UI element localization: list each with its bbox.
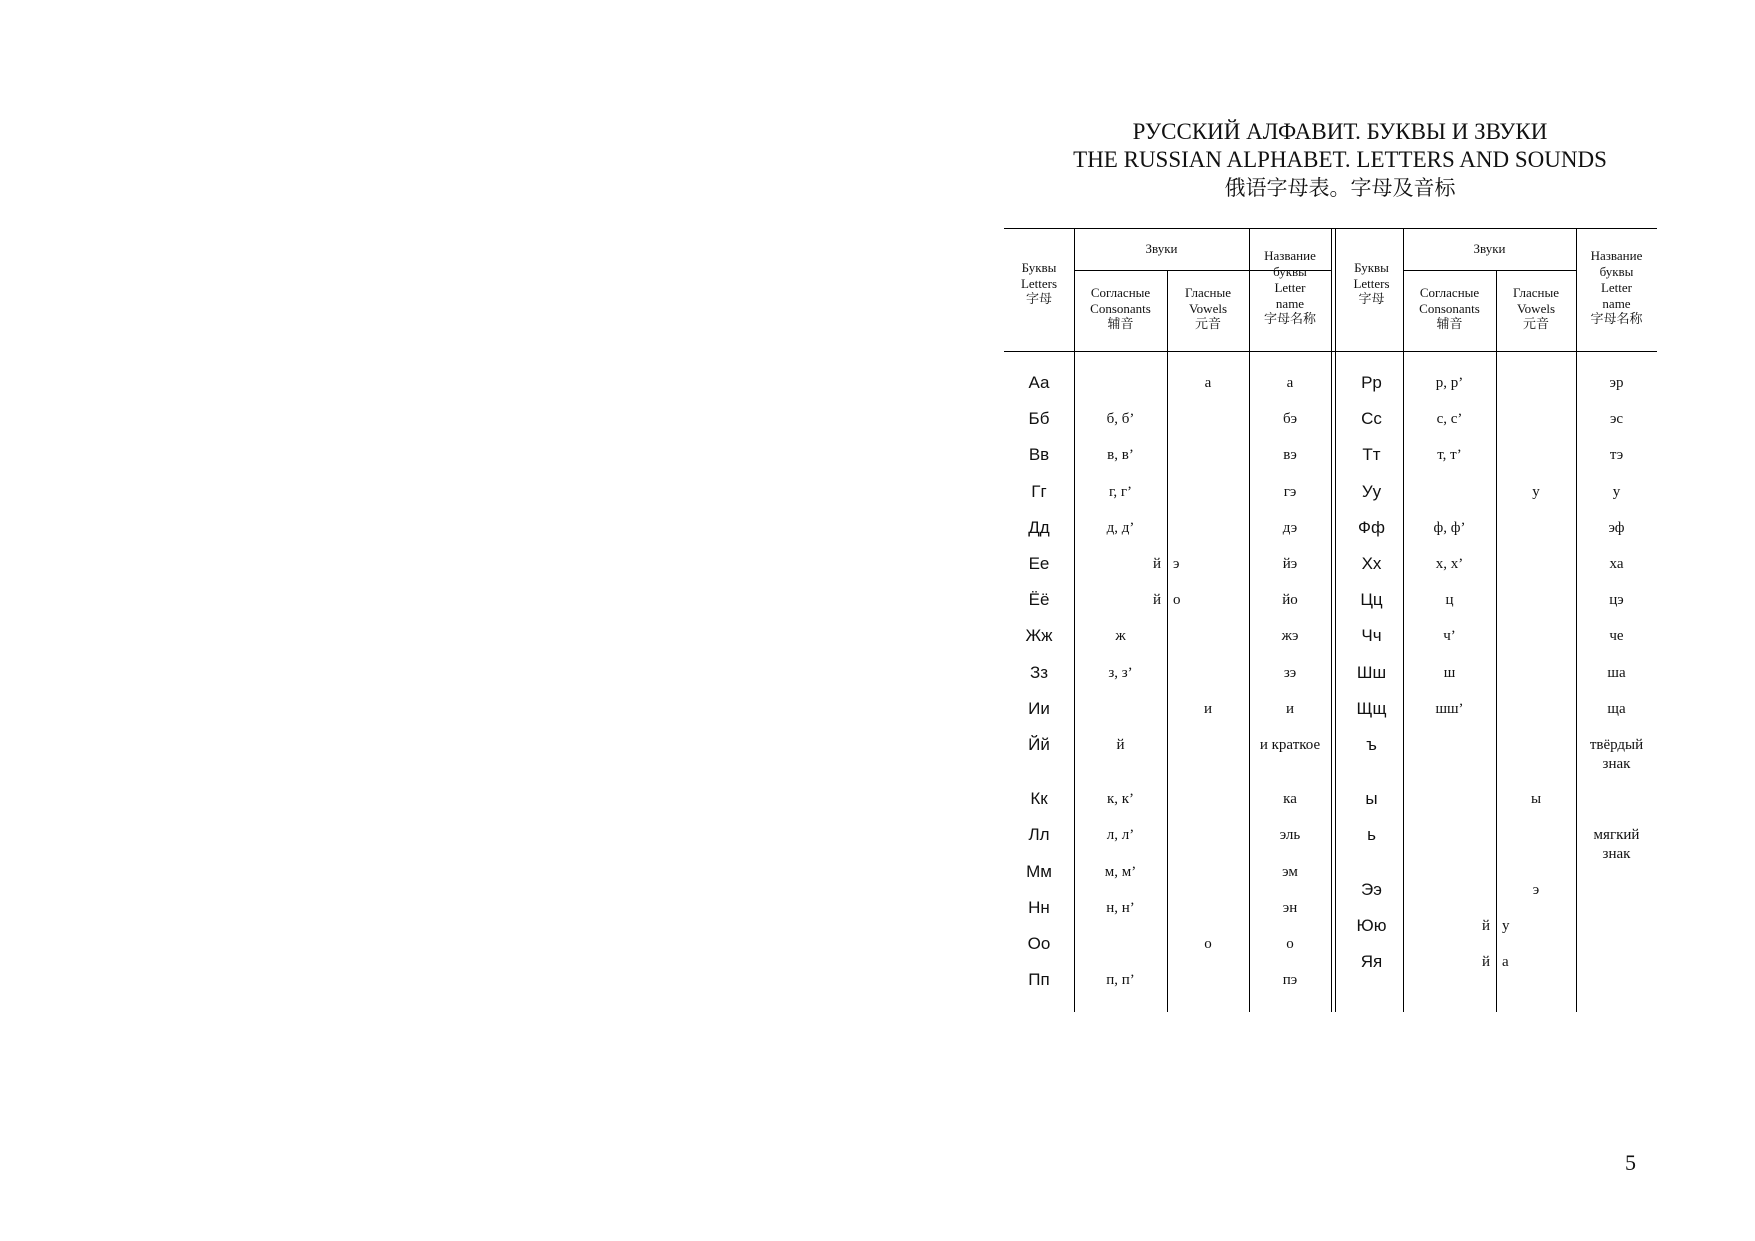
- header-consonants-right-line: Согласные: [1419, 285, 1480, 300]
- page-title: [1005, 118, 1675, 202]
- letter-name-cell: и краткое: [1259, 737, 1321, 753]
- header-vowels-right-line: Vowels: [1516, 301, 1556, 316]
- consonant-cell: ц: [1445, 592, 1454, 609]
- letter-cell: Чч: [1361, 626, 1382, 646]
- vowel-cell: и: [1203, 700, 1213, 717]
- consonant-cell: ч’: [1443, 628, 1456, 645]
- header-letters-left-line: 字母: [1025, 292, 1052, 307]
- vowel-cell: ы: [1530, 791, 1542, 808]
- iotated-consonant: й: [1152, 556, 1161, 572]
- letter-name-cell: жэ: [1281, 628, 1299, 645]
- consonant-cell: й: [1116, 737, 1125, 753]
- header-vowels-right-line: 元音: [1522, 317, 1549, 332]
- vowel-cell: а: [1204, 375, 1212, 391]
- header-vowels-left: [1167, 285, 1249, 333]
- iotated-consonant: й: [1481, 954, 1490, 970]
- letter-name-cell: эн: [1282, 899, 1298, 916]
- header-letters-left-line: Letters: [1020, 276, 1058, 291]
- header-letters-left-line: Буквы: [1021, 260, 1057, 275]
- title-russian: РУССКИЙ АЛФАВИТ. БУКВЫ И ЗВУКИ: [1132, 119, 1548, 144]
- iotated-consonant: й: [1481, 917, 1490, 934]
- consonant-cell: п, п’: [1106, 972, 1135, 989]
- header-letter-name-right-line: name: [1602, 296, 1631, 311]
- header-consonants-left-line: 辅音: [1107, 317, 1134, 332]
- header-letter-name-right-line: 字母名称: [1590, 312, 1643, 327]
- letter-cell: Бб: [1028, 409, 1050, 429]
- letter-cell: Мм: [1026, 861, 1052, 881]
- header-letter-name-right-line: Letter: [1600, 280, 1633, 295]
- vowel-cell: у: [1532, 483, 1540, 500]
- header-letters-right-line: Буквы: [1354, 260, 1389, 275]
- letter-cell: Дд: [1028, 517, 1050, 537]
- consonant-cell: н, н’: [1106, 899, 1135, 916]
- header-vowels-left-line: 元音: [1194, 317, 1221, 332]
- consonant-cell: с, с’: [1436, 411, 1463, 428]
- letter-cell: ь: [1367, 825, 1376, 845]
- consonant-cell: ф, ф’: [1433, 519, 1466, 536]
- sounds-subheader-rule-right: [1403, 270, 1576, 271]
- vowel-cell: э: [1532, 881, 1540, 898]
- consonant-cell: ж: [1115, 628, 1126, 645]
- letter-cell: Оо: [1027, 934, 1051, 953]
- letter-name-cell: у: [1612, 483, 1621, 500]
- alphabet-table: [1004, 228, 1657, 1012]
- header-vowels-left-line: Vowels: [1188, 301, 1228, 316]
- letter-name-cell: и: [1285, 700, 1295, 717]
- header-letters-right: [1340, 260, 1403, 308]
- letter-name-cell: эс: [1609, 411, 1624, 428]
- letter-cell: ъ: [1366, 735, 1377, 754]
- letter-cell: Ее: [1028, 554, 1050, 573]
- header-sounds-left: Звуки: [1145, 241, 1178, 256]
- letter-cell: Рр: [1361, 373, 1382, 392]
- letter-cell: Цц: [1360, 590, 1383, 610]
- letter-cell: Фф: [1358, 517, 1385, 537]
- header-letter-name-right: [1576, 248, 1657, 328]
- header-letters-right-line: Letters: [1353, 276, 1390, 291]
- vowel-cell: о: [1204, 936, 1212, 952]
- column-divider: [1496, 270, 1497, 1012]
- header-consonants-right-line: 辅音: [1436, 317, 1463, 332]
- consonant-cell: р, р’: [1435, 375, 1464, 391]
- consonant-cell: г, г’: [1108, 483, 1133, 500]
- letter-cell: Нн: [1028, 897, 1050, 917]
- letter-name-cell: эм: [1282, 863, 1298, 880]
- letter-name-cell: о: [1286, 936, 1294, 952]
- iotated-vowel: э: [1173, 556, 1180, 572]
- header-letter-name-left: [1249, 248, 1331, 328]
- letter-cell: Пп: [1028, 970, 1050, 990]
- consonant-cell: х, х’: [1435, 556, 1464, 572]
- header-consonants-left-line: Согласные: [1090, 285, 1151, 300]
- iotated-vowel: о: [1173, 592, 1181, 609]
- letter-name-cell: твёрдый знак: [1589, 737, 1644, 772]
- iotated-consonant: й: [1152, 592, 1161, 609]
- column-divider: [1403, 228, 1404, 1012]
- header-consonants-right: [1403, 285, 1496, 333]
- letter-name-cell: эф: [1608, 519, 1625, 536]
- consonant-cell: к, к’: [1106, 791, 1135, 808]
- letter-cell: Шш: [1356, 662, 1387, 682]
- header-consonants-right-line: Consonants: [1419, 301, 1480, 316]
- letter-cell: Вв: [1028, 445, 1050, 465]
- column-divider: [1576, 228, 1577, 1012]
- letter-name-cell: зэ: [1283, 664, 1297, 681]
- consonant-cell: в, в’: [1107, 447, 1134, 464]
- letter-name-cell: ха: [1609, 556, 1624, 572]
- letter-cell: Уу: [1361, 481, 1382, 501]
- letter-cell: Йй: [1028, 735, 1050, 754]
- column-divider: [1074, 228, 1075, 1012]
- letter-cell: Щщ: [1356, 698, 1387, 718]
- header-letters-left: [1004, 260, 1074, 308]
- consonant-cell: м, м’: [1104, 863, 1137, 880]
- letter-name-cell: эр: [1609, 375, 1624, 391]
- letter-cell: Жж: [1025, 626, 1053, 646]
- letter-name-cell: цэ: [1609, 592, 1624, 609]
- header-letter-name-left-line: буквы: [1273, 264, 1307, 279]
- header-vowels-right-line: Гласные: [1512, 285, 1560, 300]
- header-letter-name-left-line: Letter: [1274, 280, 1306, 295]
- header-consonants-left-line: Consonants: [1090, 301, 1151, 316]
- header-letters-right-line: 字母: [1358, 292, 1385, 307]
- letter-name-cell: гэ: [1283, 483, 1297, 500]
- letter-name-cell: дэ: [1282, 519, 1298, 536]
- consonant-cell: з, з’: [1108, 664, 1133, 681]
- letter-cell: Хх: [1361, 554, 1382, 573]
- letter-name-cell: че: [1609, 628, 1624, 645]
- letter-name-cell: йо: [1282, 592, 1298, 609]
- consonant-cell: шш’: [1435, 700, 1464, 717]
- letter-name-cell: мягкий знак: [1593, 827, 1640, 863]
- header-letter-name-right-line: Название: [1590, 248, 1643, 263]
- double-divider-b: [1335, 228, 1336, 1012]
- page-number: 5: [1625, 1150, 1636, 1175]
- letter-name-cell: ка: [1283, 791, 1297, 808]
- header-vowels-right: [1496, 285, 1576, 333]
- header-consonants-left: [1074, 285, 1167, 333]
- letter-name-cell: а: [1286, 375, 1294, 391]
- letter-cell: Ёё: [1028, 590, 1050, 610]
- header-vowels-left-line: Гласные: [1184, 285, 1232, 300]
- iotated-vowel: а: [1502, 954, 1509, 970]
- header-letter-name-left-line: Название: [1264, 248, 1316, 263]
- header-sounds-right: Звуки: [1473, 241, 1506, 256]
- letter-cell: Гг: [1031, 481, 1047, 501]
- letter-name-cell: йэ: [1282, 556, 1298, 572]
- header-letter-name-right-line: буквы: [1599, 264, 1634, 279]
- letter-cell: Ии: [1028, 698, 1050, 718]
- letter-name-cell: тэ: [1609, 447, 1624, 464]
- header-letter-name-left-line: 字母名称: [1263, 312, 1316, 327]
- letter-cell: Юю: [1356, 915, 1387, 935]
- letter-cell: Аа: [1028, 373, 1050, 392]
- letter-name-cell: ша: [1607, 664, 1626, 681]
- title-english: THE RUSSIAN ALPHABET. LETTERS AND SOUNDS: [1073, 147, 1607, 172]
- letter-cell: Тт: [1362, 445, 1381, 465]
- iotated-vowel: у: [1502, 917, 1510, 934]
- letter-cell: Сс: [1361, 409, 1382, 429]
- letter-cell: Яя: [1360, 952, 1383, 971]
- letter-name-cell: бэ: [1282, 411, 1298, 428]
- double-divider-a: [1331, 228, 1332, 1012]
- consonant-cell: ш: [1443, 664, 1456, 681]
- consonant-cell: д, д’: [1106, 519, 1135, 536]
- letter-name-cell: пэ: [1282, 972, 1298, 989]
- letter-name-cell: вэ: [1283, 447, 1297, 464]
- letter-name-cell: ща: [1607, 700, 1626, 717]
- consonant-cell: т, т’: [1437, 447, 1462, 464]
- letter-cell: ы: [1365, 789, 1378, 809]
- column-divider: [1249, 228, 1250, 1012]
- header-letter-name-left-line: name: [1275, 296, 1305, 311]
- letter-cell: Лл: [1028, 825, 1050, 845]
- consonant-cell: л, л’: [1106, 827, 1135, 844]
- letter-cell: Зз: [1029, 662, 1049, 682]
- title-chinese: 俄语字母表。字母及音标: [1224, 176, 1456, 200]
- letter-cell: Ээ: [1361, 879, 1382, 899]
- letter-name-cell: эль: [1279, 827, 1301, 844]
- consonant-cell: б, б’: [1106, 411, 1135, 428]
- letter-cell: Кк: [1030, 789, 1048, 809]
